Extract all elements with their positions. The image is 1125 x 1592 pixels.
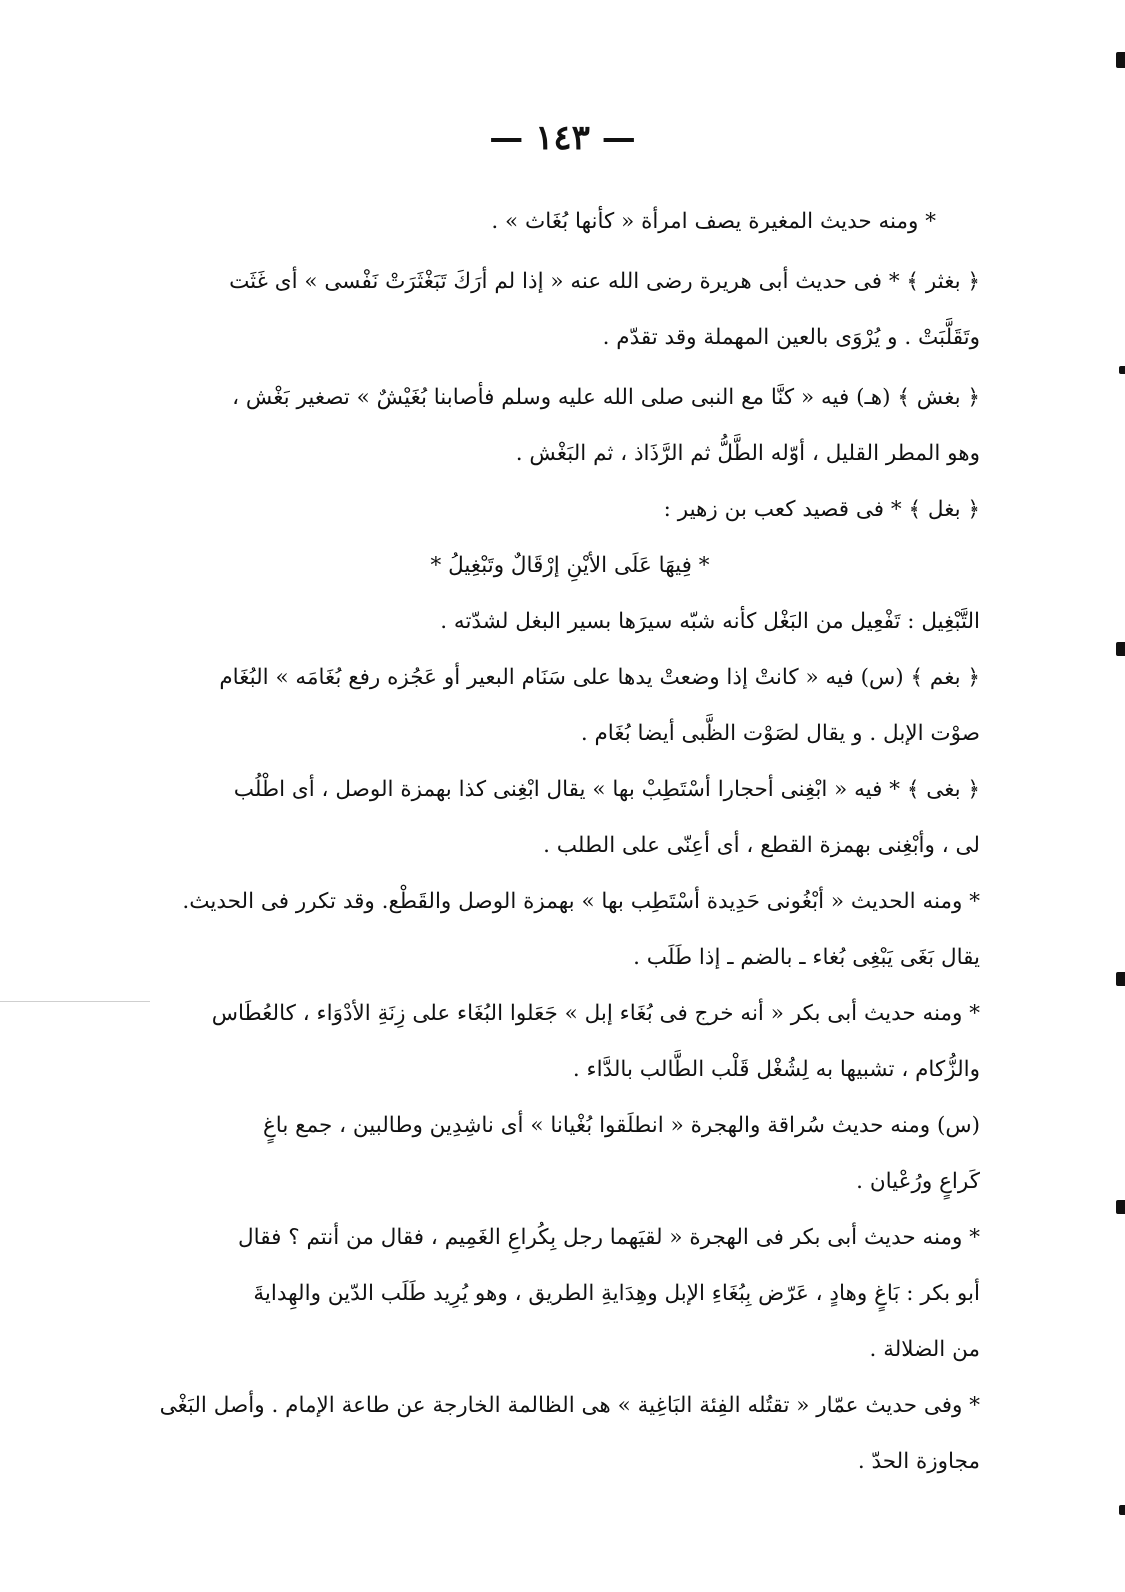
text-line: التَّبْغِيل : تَفْعِيل من البَغْل كأنه شبّه سيرَها بسير البغل لشدّته . — [440, 609, 980, 634]
text-line: وهو المطر القليل ، أوّله الطَّلُّ ثم الرَّذَاذ ، ثم البَغْش . — [515, 441, 980, 466]
text-line: * ومنه حديث أبى بكر « أنه خرج فى بُغَاء إبل » جَعَلوا البُغَاء على زِنَةِ الأدْوَاء ، كالعُطَاس — [211, 1001, 980, 1026]
text-line: مجاوزة الحدّ . — [857, 1449, 980, 1474]
text-line: * وفى حديث عمّار « تقتُله الفِئة البَاغِية » هى الظالمة الخارجة عن طاعة الإمام . وأصل البَغْى — [160, 1393, 980, 1418]
text-line: * ومنه الحديث « أبْغُونى حَدِيدة أسْتَطِب بها » بهمزة الوصل والقَطْع. وقد تكرر فى الحديث. — [182, 889, 980, 914]
margin-binding-mark — [1119, 366, 1125, 374]
margin-binding-mark — [1116, 642, 1125, 656]
text-line: كَراعٍ ورُعْيان . — [856, 1169, 980, 1194]
text-line: يقال بَغَى يَبْغِى بُغاء ـ بالضم ـ إذا طَلَب . — [633, 945, 980, 970]
margin-binding-mark — [1119, 1505, 1125, 1515]
text-line: ﴿ بغل ﴾ * فى قصيد كعب بن زهير : — [663, 497, 980, 522]
text-line: ﴿ بغى ﴾ * فيه « ابْغِنى أحجارا أسْتَطِبْ بها » يقال ابْغِنى كذا بهمزة الوصل ، أى اطْلُب — [233, 777, 980, 802]
margin-binding-mark — [1116, 52, 1125, 68]
text-line: لى ، وأبْغِنى بهمزة القطع ، أى أعِنّى على الطلب . — [543, 833, 980, 858]
text-line: * ومنه حديث أبى بكر فى الهجرة « لقيَهما رجل بِكُراعِ الغَمِيم ، فقال من أنتم ؟ فقال — [238, 1225, 980, 1250]
margin-binding-mark — [1116, 972, 1125, 986]
scan-artifact-line — [0, 1001, 150, 1002]
text-line: ﴿ بغش ﴾ (هـ) فيه « كنَّا مع النبى صلى الله عليه وسلم فأصابنا بُغَيْشٌ » تصغير بَغْش ، — [232, 385, 980, 410]
text-line: صوْت الإبل . و يقال لصَوْت الظَّبى أيضا بُغَام . — [580, 721, 980, 746]
text-line: من الضلالة . — [869, 1337, 980, 1362]
text-line: ﴿ بغم ﴾ (س) فيه « كانتْ إذا وضعتْ يدها على سَنَام البعير أو عَجُزه رفع بُغَامَه » البُغَام — [219, 665, 980, 690]
text-line: * ومنه حديث المغيرة يصف امرأة « كأنها بُغَاث » . — [491, 209, 936, 234]
text-line: ﴿ بغثر ﴾ * فى حديث أبى هريرة رضى الله عنه « إذا لم أرَكَ تَبَغْثَرَتْ نَفْسى » أى غَثَت — [229, 269, 980, 294]
text-line: وتَقَلَّبَتْ . و يُرْوَى بالعين المهملة وقد تقدّم . — [602, 325, 980, 350]
text-line: أبو بكر : بَاغٍ وهادٍ ، عَرّض بِبُغَاءِ الإبل وهِدَايةِ الطريق ، وهو يُرِيد طَلَب الدّين والهِدايةَ — [253, 1281, 980, 1306]
text-line: (س) ومنه حديث سُراقة والهجرة « انطلَقوا بُغْيانا » أى ناشِدِين وطالبين ، جمع باغٍ — [262, 1113, 980, 1138]
margin-binding-mark — [1116, 1200, 1125, 1214]
page-number: — ١٤٣ — — [489, 118, 636, 158]
body-text — [160, 194, 980, 1490]
text-line: والزُّكام ، تشبيها به لِشُغْل قَلْب الطَّالب بالدَّاء . — [572, 1057, 980, 1082]
verse-line: * فِيهَا عَلَى الأيْنِ إرْقَالٌ وتَبْغِيلُ * — [430, 553, 710, 578]
